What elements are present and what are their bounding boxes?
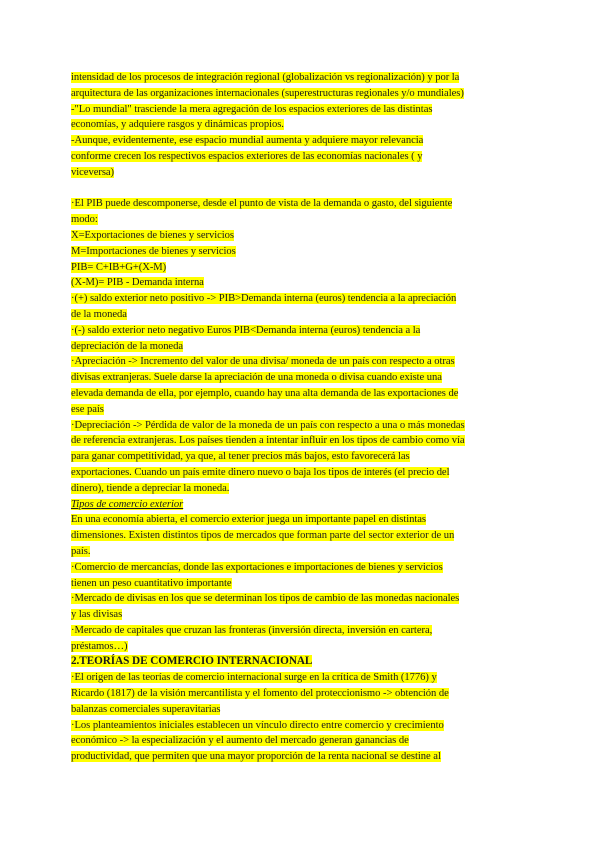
text-line	[71, 275, 531, 291]
text-line	[71, 212, 531, 228]
text-line	[71, 402, 531, 418]
text-line	[71, 749, 531, 765]
document-page	[71, 70, 531, 765]
line-text: M=Importaciones de bienes y servicios	[71, 245, 236, 257]
line-text: ·Depreciación -> Pérdida de valor de la moneda de un país con respecto a una o más monedas	[71, 419, 465, 431]
text-line	[71, 370, 531, 386]
line-text: conforme crecen los respectivos espacios exteriores de las economías nacionales ( y	[71, 150, 423, 162]
line-text: ·(+) saldo exterior neto positivo -> PIB>Demanda interna (euros) tendencia a la apreciación	[71, 293, 457, 305]
line-text: X=Exportaciones de bienes y servicios	[71, 229, 234, 241]
text-line	[71, 165, 531, 181]
text-line	[71, 465, 531, 481]
blank-line	[71, 181, 531, 197]
pib-paragraph	[71, 196, 531, 496]
line-text: Ricardo (1817) de la visión mercantilista y el fomento del proteccionismo -> obtención de	[71, 688, 449, 700]
text-line	[71, 70, 531, 86]
text-line	[71, 260, 531, 276]
text-line	[71, 576, 531, 592]
line-text: ·Comercio de mercancías, donde las exportaciones e importaciones de bienes y servicios	[71, 561, 443, 573]
line-text: préstamos…)	[71, 640, 128, 652]
text-line	[71, 86, 531, 102]
line-text: economías, y adquiere rasgos y dinámicas propios.	[71, 119, 284, 131]
line-text: -"Lo mundial" trasciende la mera agregación de los espacios exteriores de las distintas	[71, 103, 433, 115]
text-line	[71, 544, 531, 560]
line-text: para ganar competitividad, ya que, al tener precios más bajos, esto favorecerá las	[71, 451, 410, 463]
line-text: intensidad de los procesos de integración regional (globalización vs regionalización) y por la	[71, 72, 460, 83]
text-line	[71, 386, 531, 402]
text-line	[71, 228, 531, 244]
line-text: ·El PIB puede descomponerse, desde el punto de vista de la demanda o gasto, del siguiente	[71, 198, 453, 210]
line-text: viceversa)	[71, 166, 115, 178]
text-line	[71, 291, 531, 307]
text-line	[71, 497, 531, 513]
tipos-paragraph	[71, 512, 531, 654]
text-line	[71, 560, 531, 576]
text-line	[71, 339, 531, 355]
text-line	[71, 307, 531, 323]
text-line	[71, 512, 531, 528]
line-text: ·Mercado de capitales que cruzan las fronteras (inversión directa, inversión en cartera,	[71, 624, 433, 636]
line-text: ·Apreciación -> Incremento del valor de una divisa/ moneda de un país con respecto a otras	[71, 356, 455, 368]
line-text: depreciación de la moneda	[71, 340, 183, 352]
text-line	[71, 102, 531, 118]
text-line	[71, 433, 531, 449]
text-line	[71, 244, 531, 260]
text-line	[71, 133, 531, 149]
line-text: ·Mercado de divisas en los que se determinan los tipos de cambio de las monedas nacionales	[71, 593, 460, 605]
text-line	[71, 481, 531, 497]
line-text: balanzas comerciales superavitarias	[71, 703, 221, 715]
text-line	[71, 686, 531, 702]
text-line	[71, 418, 531, 434]
text-line	[71, 528, 531, 544]
line-text: de la moneda	[71, 308, 127, 320]
text-line	[71, 323, 531, 339]
line-text: arquitectura de las organizaciones internacionales (superestructuras regionales y/o mundiales)	[71, 87, 464, 99]
line-text: Tipos de comercio exterior	[71, 498, 184, 510]
text-line	[71, 702, 531, 718]
text-line	[71, 639, 531, 655]
text-line	[71, 654, 531, 670]
text-line	[71, 591, 531, 607]
line-text: ese país	[71, 403, 104, 415]
teorias-paragraph	[71, 670, 531, 765]
text-line	[71, 623, 531, 639]
line-text: 2.TEORÍAS DE COMERCIO INTERNACIONAL	[71, 655, 313, 668]
tipos-subheading	[71, 497, 531, 513]
text-line	[71, 117, 531, 133]
text-line	[71, 449, 531, 465]
text-line	[71, 733, 531, 749]
line-text: ·(-) saldo exterior neto negativo Euros PIB<Demanda interna (euros) tendencia a la	[71, 324, 421, 336]
line-text: -Aunque, evidentemente, ese espacio mundial aumenta y adquiere mayor relevancia	[71, 135, 424, 147]
text-line	[71, 149, 531, 165]
text-line	[71, 354, 531, 370]
line-text: En una economía abierta, el comercio exterior juega un importante papel en distintas	[71, 514, 426, 526]
line-text: ·El origen de las teorías de comercio internacional surge en la crítica de Smith (1776) y	[71, 672, 437, 684]
line-text: y las divisas	[71, 609, 123, 621]
intro-paragraph	[71, 70, 531, 181]
line-text: elevada demanda de ella, por ejemplo, cuando hay una alta demanda de las exportaciones de	[71, 387, 459, 399]
section-heading	[71, 654, 531, 670]
line-text: dinero), tiende a depreciar la moneda.	[71, 482, 230, 494]
line-text: modo:	[71, 214, 98, 226]
line-text: divisas extranjeras. Suele darse la apreciación de una moneda o divisa cuando existe una	[71, 372, 442, 384]
text-line	[71, 196, 531, 212]
line-text: dimensiones. Existen distintos tipos de mercados que forman parte del sector exterior de un	[71, 530, 455, 542]
line-text: económico -> la especialización y el aumento del mercado generan ganancias de	[71, 735, 409, 747]
line-text: país.	[71, 545, 91, 557]
text-line	[71, 670, 531, 686]
text-line	[71, 718, 531, 734]
line-text: tienen un peso cuantitativo importante	[71, 577, 232, 589]
text-line	[71, 607, 531, 623]
line-text: productividad, que permiten que una mayor proporción de la renta nacional se destine al	[71, 751, 441, 763]
line-text: ·Los planteamientos iniciales establecen un vínculo directo entre comercio y crecimiento	[71, 719, 444, 731]
line-text: PIB= C+IB+G+(X-M)	[71, 261, 167, 273]
line-text: exportaciones. Cuando un país emite dinero nuevo o baja los tipos de interés (el precio del	[71, 466, 450, 478]
line-text: de referencia extranjeras. Los países tienden a intentar influir en los tipos de cambio como vía	[71, 435, 465, 447]
line-text: (X-M)= PIB - Demanda interna	[71, 277, 204, 289]
